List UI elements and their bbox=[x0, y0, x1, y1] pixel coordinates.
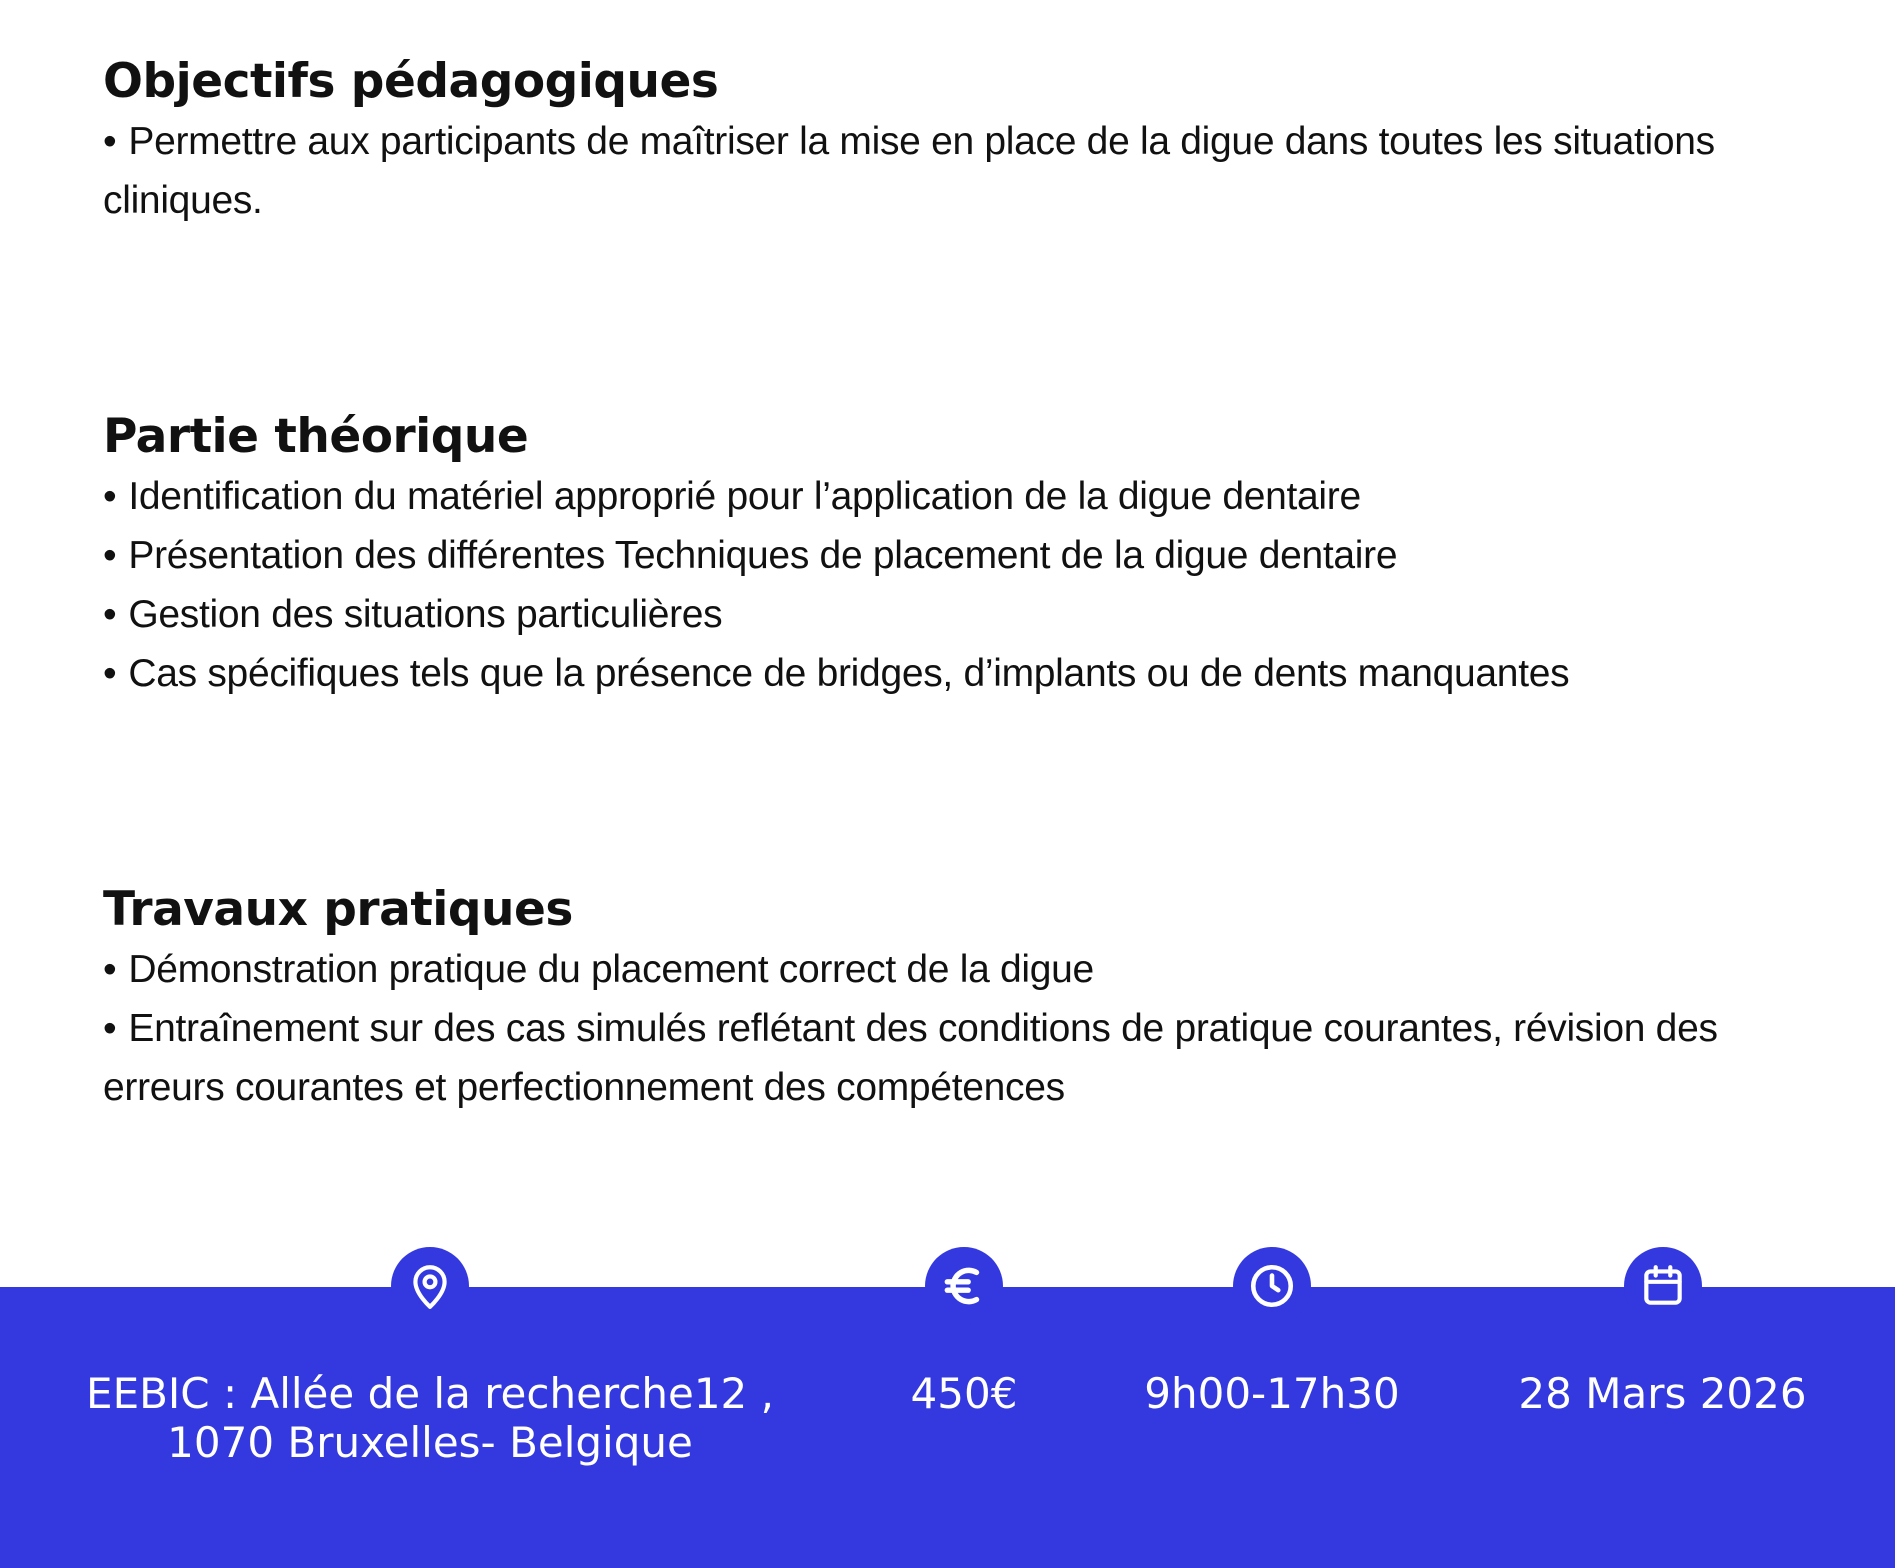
list-item bbox=[103, 644, 1803, 703]
section-title: Objectifs pédagogiques bbox=[103, 54, 719, 109]
list-item-text: Identification du matériel approprié pour l’application de la digue dentaire bbox=[128, 475, 1361, 518]
info-date bbox=[1490, 1247, 1835, 1418]
hours-text: 9h00-17h30 bbox=[1144, 1369, 1400, 1418]
list-item bbox=[103, 526, 1803, 585]
clock-icon bbox=[1233, 1247, 1311, 1325]
section-partie-theorique bbox=[103, 407, 1803, 703]
section-objectifs bbox=[103, 52, 1803, 230]
location-text: EEBIC : Allée de la recherche12 , 1070 Bruxelles- Belgique bbox=[86, 1369, 774, 1467]
euro-icon bbox=[925, 1247, 1003, 1325]
map-pin-icon bbox=[391, 1247, 469, 1325]
section-list bbox=[103, 940, 1803, 1117]
list-item-text: Démonstration pratique du placement correct de la digue bbox=[128, 948, 1094, 991]
price-text: 450€ bbox=[910, 1369, 1018, 1418]
list-item bbox=[103, 940, 1803, 999]
info-location bbox=[70, 1247, 790, 1467]
section-list bbox=[103, 467, 1803, 703]
list-item bbox=[103, 467, 1803, 526]
section-list bbox=[103, 112, 1803, 230]
bullet: • bbox=[103, 1007, 117, 1050]
list-item-text: Permettre aux participants de maîtriser la mise en place de la digue dans toutes les situations cliniques. bbox=[103, 120, 1715, 222]
list-item-text: Cas spécifiques tels que la présence de bridges, d’implants ou de dents manquantes bbox=[128, 652, 1570, 695]
list-item-text: Gestion des situations particulières bbox=[128, 593, 723, 636]
bullet: • bbox=[103, 948, 117, 991]
section-title: Partie théorique bbox=[103, 409, 529, 464]
list-item-text: Présentation des différentes Techniques de placement de la digue dentaire bbox=[128, 534, 1398, 577]
bullet: • bbox=[103, 120, 117, 163]
calendar-icon bbox=[1624, 1247, 1702, 1325]
list-item-text: Entraînement sur des cas simulés reflétant des conditions de pratique courantes, révision des erreurs courantes et perfectionnement des compétences bbox=[103, 1007, 1718, 1109]
list-item bbox=[103, 999, 1803, 1117]
info-hours bbox=[1127, 1247, 1417, 1418]
list-item bbox=[103, 585, 1803, 644]
bullet: • bbox=[103, 534, 117, 577]
info-price bbox=[864, 1247, 1064, 1418]
list-item bbox=[103, 112, 1803, 230]
bullet: • bbox=[103, 652, 117, 695]
bullet: • bbox=[103, 475, 117, 518]
date-text: 28 Mars 2026 bbox=[1518, 1369, 1807, 1418]
bullet: • bbox=[103, 593, 117, 636]
section-title: Travaux pratiques bbox=[103, 882, 573, 937]
section-travaux-pratiques bbox=[103, 880, 1803, 1117]
